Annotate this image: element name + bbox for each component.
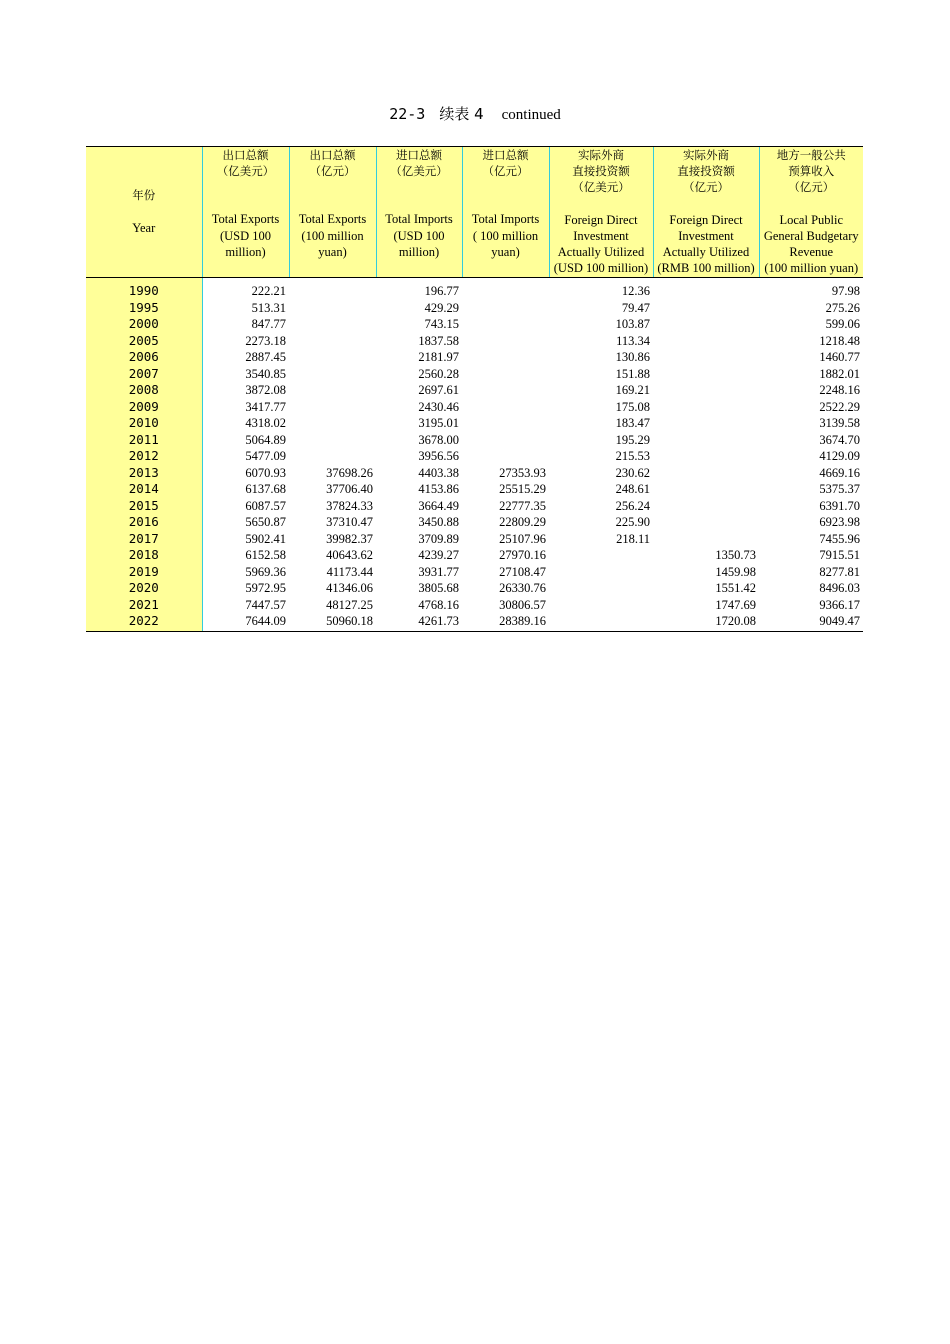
cell-col-4 — [462, 300, 549, 317]
table-row — [86, 597, 863, 614]
table-row — [86, 399, 863, 416]
column-header-en-line: (100 million yuan) — [764, 261, 859, 276]
column-header-cn-line: 直接投资额 — [677, 164, 735, 179]
cell-col-3: 3805.68 — [418, 581, 459, 596]
cell-col-5: 169.21 — [615, 383, 650, 398]
cell-col-1: 6152.58 — [245, 548, 286, 563]
cell-col-3: 2560.28 — [418, 366, 459, 381]
cell-col-4 — [462, 448, 549, 465]
table-row — [86, 448, 863, 465]
column-header-en-line: Total Exports — [211, 212, 280, 227]
table-row — [86, 465, 863, 482]
cell-col-6 — [653, 448, 759, 465]
cell-col-7: 5375.37 — [819, 482, 860, 497]
column-header-en-line: (USD 100 — [219, 228, 272, 243]
cell-col-1: 3872.08 — [245, 383, 286, 398]
cell-col-5: 215.53 — [615, 449, 650, 464]
cell-col-5: 79.47 — [621, 300, 650, 315]
row-year: 2021 — [86, 597, 202, 614]
cell-col-2 — [289, 415, 376, 432]
table-row — [86, 514, 863, 531]
row-year: 2018 — [86, 547, 202, 564]
cell-col-5: 151.88 — [615, 366, 650, 381]
cell-col-3: 3931.77 — [418, 564, 459, 579]
column-header-en-line: Actually Utilized — [557, 245, 645, 260]
column-header-cn-line: （亿美元） — [390, 164, 448, 179]
cell-col-4 — [462, 349, 549, 366]
cell-col-6 — [653, 481, 759, 498]
row-year: 2000 — [86, 316, 202, 333]
cell-col-2: 37698.26 — [326, 465, 373, 480]
table-row — [86, 300, 863, 317]
cell-col-4: 27108.47 — [499, 564, 546, 579]
cell-col-4: 28389.16 — [462, 613, 549, 631]
row-year: 2022 — [86, 613, 202, 631]
table-number: 22-3 — [389, 105, 426, 123]
cell-col-2: 37706.40 — [326, 482, 373, 497]
cell-col-3: 4261.73 — [376, 613, 462, 631]
cell-col-6: 1747.69 — [715, 597, 756, 612]
column-header-en-line: Local Public — [779, 212, 844, 227]
column-header-en-line: Total Imports — [471, 212, 540, 227]
cell-col-1: 5477.09 — [245, 449, 286, 464]
column-header-7 — [759, 147, 863, 278]
cell-col-5: 218.11 — [616, 531, 650, 546]
cell-col-2 — [289, 382, 376, 399]
table-body — [86, 278, 863, 632]
table-title-cn: 续表 4 — [439, 105, 484, 123]
column-header-en-line: ( 100 million — [472, 228, 539, 243]
cell-col-3: 4403.38 — [418, 465, 459, 480]
cell-col-7: 9049.47 — [759, 613, 863, 631]
cell-col-7: 8277.81 — [819, 564, 860, 579]
column-header-cn-line: （亿元） — [482, 164, 529, 179]
row-year: 1990 — [86, 283, 202, 300]
row-year: 2007 — [86, 366, 202, 383]
table-row — [86, 547, 863, 564]
column-header-en-line: million) — [225, 244, 266, 259]
cell-col-7: 97.98 — [831, 284, 860, 299]
table-row — [86, 366, 863, 383]
cell-col-7: 2248.16 — [819, 383, 860, 398]
cell-col-2 — [289, 432, 376, 449]
cell-col-4: 25515.29 — [499, 482, 546, 497]
cell-col-2 — [289, 448, 376, 465]
row-year: 2016 — [86, 514, 202, 531]
cell-col-5 — [549, 580, 653, 597]
year-column-header — [86, 147, 202, 278]
cell-col-6 — [653, 366, 759, 383]
cell-col-3: 3195.01 — [418, 416, 459, 431]
cell-col-1: 3540.85 — [245, 366, 286, 381]
cell-col-2: 39982.37 — [326, 531, 373, 546]
cell-col-6 — [653, 283, 759, 300]
cell-col-1: 5969.36 — [245, 564, 286, 579]
cell-col-4 — [462, 366, 549, 383]
cell-col-7: 1882.01 — [819, 366, 860, 381]
cell-col-5: 103.87 — [615, 317, 650, 332]
row-year: 2019 — [86, 564, 202, 581]
column-header-cn-line: （亿美元） — [216, 164, 275, 179]
cell-col-6: 1459.98 — [715, 564, 756, 579]
cell-col-1: 6070.93 — [245, 465, 286, 480]
column-header-en-line: Total Imports — [385, 212, 453, 227]
cell-col-3: 3664.49 — [418, 498, 459, 513]
cell-col-1: 6137.68 — [245, 482, 286, 497]
cell-col-1: 7447.57 — [245, 597, 286, 612]
cell-col-4: 27353.93 — [499, 465, 546, 480]
cell-col-3: 196.77 — [424, 284, 459, 299]
cell-col-5: 130.86 — [615, 350, 650, 365]
column-header-cn-line: 进口总额 — [482, 148, 529, 162]
cell-col-6 — [653, 531, 759, 548]
cell-col-2: 40643.62 — [326, 548, 373, 563]
column-header-2 — [289, 147, 376, 278]
column-header-cn-line: 地方一般公共 — [776, 148, 846, 162]
cell-col-6: 1720.08 — [653, 613, 759, 631]
row-year: 2011 — [86, 432, 202, 449]
cell-col-5 — [549, 597, 653, 614]
cell-col-6 — [653, 415, 759, 432]
cell-col-6 — [653, 514, 759, 531]
cell-col-3: 743.15 — [424, 317, 459, 332]
column-header-5 — [549, 147, 653, 278]
cell-col-2: 50960.18 — [289, 613, 376, 631]
column-header-en-line: (USD 100 million) — [553, 261, 649, 276]
cell-col-4: 30806.57 — [499, 597, 546, 612]
cell-col-7: 275.26 — [825, 300, 860, 315]
cell-col-4 — [462, 399, 549, 416]
cell-col-5: 248.61 — [615, 482, 650, 497]
row-year: 2008 — [86, 382, 202, 399]
column-header-cn-line: （亿元） — [683, 180, 729, 195]
table-row — [86, 580, 863, 597]
cell-col-3: 4153.86 — [418, 482, 459, 497]
table-row — [86, 564, 863, 581]
cell-col-6 — [653, 382, 759, 399]
cell-col-1: 5064.89 — [245, 432, 286, 447]
column-header-cn-line: （亿元） — [788, 180, 835, 195]
cell-col-2 — [289, 333, 376, 350]
cell-col-7: 1460.77 — [819, 350, 860, 365]
column-header-en-line: Actually Utilized — [662, 245, 750, 260]
cell-col-3: 3956.56 — [418, 449, 459, 464]
cell-col-1: 222.21 — [251, 284, 286, 299]
cell-col-7: 8496.03 — [819, 581, 860, 596]
cell-col-2 — [289, 399, 376, 416]
cell-col-4: 22777.35 — [499, 498, 546, 513]
cell-col-5 — [549, 547, 653, 564]
cell-col-1: 2887.45 — [245, 350, 286, 365]
cell-col-7: 6391.70 — [819, 498, 860, 513]
row-year: 2020 — [86, 580, 202, 597]
cell-col-2: 48127.25 — [326, 597, 373, 612]
table-row — [86, 349, 863, 366]
column-header-en-line: Investment — [678, 228, 734, 243]
statistics-table — [86, 146, 863, 632]
cell-col-7: 1218.48 — [819, 333, 860, 348]
row-year: 2006 — [86, 349, 202, 366]
header-row — [86, 147, 863, 278]
column-header-4 — [462, 147, 549, 278]
column-header-1 — [202, 147, 289, 278]
cell-col-4 — [462, 283, 549, 300]
cell-col-5: 175.08 — [615, 399, 650, 414]
cell-col-4 — [462, 432, 549, 449]
table-row — [86, 415, 863, 432]
column-header-cn-line: 实际外商 — [578, 148, 624, 162]
row-year: 2009 — [86, 399, 202, 416]
table-header — [86, 147, 863, 278]
cell-col-2: 37310.47 — [326, 515, 373, 530]
column-header-cn-line: 出口总额 — [309, 148, 356, 162]
column-header-en-line: yuan) — [491, 244, 520, 259]
cell-col-3: 429.29 — [424, 300, 459, 315]
cell-col-4: 26330.76 — [499, 581, 546, 596]
column-header-en-line: Total Exports — [298, 212, 367, 227]
cell-col-2: 37824.33 — [326, 498, 373, 513]
table-row — [86, 432, 863, 449]
cell-col-2 — [289, 316, 376, 333]
cell-col-3: 2697.61 — [418, 383, 459, 398]
cell-col-7: 7455.96 — [819, 531, 860, 546]
column-header-en-line: (USD 100 — [393, 228, 445, 243]
cell-col-4 — [462, 316, 549, 333]
column-header-en-line: Revenue — [789, 245, 834, 260]
column-header-cn-line: 实际外商 — [683, 148, 729, 162]
cell-col-6 — [653, 316, 759, 333]
column-header-cn-line: 预算收入 — [788, 164, 835, 179]
year-header-cn: 年份 — [132, 188, 156, 202]
cell-col-3: 2181.97 — [418, 350, 459, 365]
cell-col-5 — [549, 564, 653, 581]
column-header-cn-line: （亿元） — [309, 164, 356, 179]
cell-col-3: 3678.00 — [418, 432, 459, 447]
table-row — [86, 316, 863, 333]
cell-col-3: 4768.16 — [418, 597, 459, 612]
column-header-cn-line: （亿美元） — [572, 180, 630, 195]
column-header-en-line: Foreign Direct — [564, 212, 638, 227]
column-header-cn-line: 直接投资额 — [572, 164, 630, 179]
table-title — [0, 103, 950, 124]
cell-col-5: 230.62 — [615, 465, 650, 480]
cell-col-1: 6087.57 — [245, 498, 286, 513]
row-year: 1995 — [86, 300, 202, 317]
cell-col-1: 2273.18 — [245, 333, 286, 348]
row-year: 2017 — [86, 531, 202, 548]
cell-col-1: 7644.09 — [202, 613, 289, 631]
table-row — [86, 382, 863, 399]
cell-col-4: 25107.96 — [499, 531, 546, 546]
cell-col-5: 195.29 — [615, 432, 650, 447]
column-header-3 — [376, 147, 462, 278]
row-year: 2010 — [86, 415, 202, 432]
cell-col-1: 4318.02 — [245, 416, 286, 431]
cell-col-6 — [653, 333, 759, 350]
column-header-en-line: million) — [398, 244, 440, 259]
cell-col-2 — [289, 349, 376, 366]
cell-col-1: 5902.41 — [245, 531, 286, 546]
cell-col-7: 599.06 — [825, 317, 860, 332]
cell-col-3: 4239.27 — [418, 548, 459, 563]
column-header-6 — [653, 147, 759, 278]
cell-col-3: 3709.89 — [418, 531, 459, 546]
cell-col-5 — [549, 613, 653, 631]
cell-col-7: 2522.29 — [819, 399, 860, 414]
cell-col-4: 22809.29 — [499, 515, 546, 530]
cell-col-7: 3139.58 — [819, 416, 860, 431]
column-header-en-line: Investment — [573, 228, 629, 243]
row-year: 2005 — [86, 333, 202, 350]
table-row — [86, 333, 863, 350]
cell-col-2 — [289, 366, 376, 383]
table-row — [86, 498, 863, 515]
cell-col-1: 513.31 — [251, 300, 286, 315]
cell-col-7: 4129.09 — [819, 449, 860, 464]
column-header-en-line: General Budgetary — [763, 228, 859, 243]
cell-col-6 — [653, 300, 759, 317]
cell-col-7: 7915.51 — [819, 548, 860, 563]
cell-col-1: 847.77 — [251, 317, 286, 332]
table-title-en: continued — [501, 107, 561, 123]
cell-col-6 — [653, 498, 759, 515]
table-row — [86, 481, 863, 498]
cell-col-1: 5972.95 — [245, 581, 286, 596]
cell-col-3: 1837.58 — [418, 333, 459, 348]
column-header-en-line: (100 million — [301, 228, 364, 243]
table-row — [86, 613, 863, 631]
row-year: 2014 — [86, 481, 202, 498]
cell-col-7: 4669.16 — [819, 465, 860, 480]
year-header-en: Year — [132, 221, 156, 236]
cell-col-2 — [289, 300, 376, 317]
table-row — [86, 531, 863, 548]
cell-col-5: 12.36 — [621, 284, 650, 299]
cell-col-1: 5650.87 — [245, 515, 286, 530]
cell-col-3: 2430.46 — [418, 399, 459, 414]
cell-col-6 — [653, 399, 759, 416]
cell-col-6 — [653, 465, 759, 482]
cell-col-5: 113.34 — [616, 333, 650, 348]
cell-col-6: 1350.73 — [715, 548, 756, 563]
column-header-cn-line: 进口总额 — [396, 148, 442, 162]
cell-col-4 — [462, 333, 549, 350]
cell-col-5: 183.47 — [615, 416, 650, 431]
cell-col-6: 1551.42 — [715, 581, 756, 596]
cell-col-5: 225.90 — [615, 515, 650, 530]
cell-col-6 — [653, 349, 759, 366]
row-year: 2013 — [86, 465, 202, 482]
cell-col-4 — [462, 382, 549, 399]
cell-col-1: 3417.77 — [245, 399, 286, 414]
cell-col-2: 41173.44 — [326, 564, 373, 579]
column-header-cn-line: 出口总额 — [222, 148, 269, 162]
cell-col-7: 3674.70 — [819, 432, 860, 447]
cell-col-6 — [653, 432, 759, 449]
column-header-en-line: yuan) — [318, 244, 347, 259]
column-header-en-line: (RMB 100 million) — [657, 261, 755, 276]
cell-col-5: 256.24 — [615, 498, 650, 513]
cell-col-2 — [289, 283, 376, 300]
row-year: 2012 — [86, 448, 202, 465]
cell-col-3: 3450.88 — [418, 515, 459, 530]
cell-col-4: 27970.16 — [499, 548, 546, 563]
cell-col-4 — [462, 415, 549, 432]
row-year: 2015 — [86, 498, 202, 515]
cell-col-2: 41346.06 — [326, 581, 373, 596]
column-header-en-line: Foreign Direct — [669, 212, 743, 227]
cell-col-7: 9366.17 — [819, 597, 860, 612]
cell-col-7: 6923.98 — [819, 515, 860, 530]
table-row — [86, 283, 863, 300]
